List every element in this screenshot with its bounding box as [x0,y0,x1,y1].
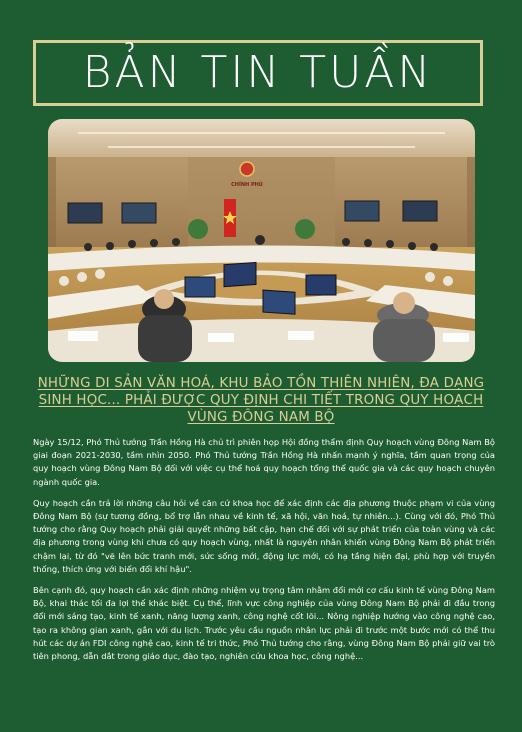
article-paragraph: Quy hoạch cần trả lời những câu hỏi về căn cứ khoa học để xác định các địa phương thuộc phạm vi của vùng Đông Nam Bộ (sự tương đồng, bổ trợ lẫn nhau về kinh tế, xã hội, văn hoá, tự nhiên...). Cùng với đó, Phó Thủ tướng cho rằng Quy hoạch phải giải quyết những bất cập, hạn chế đối với sự phát triển của toàn vùng và các địa phương trong vùng khi chưa có quy hoạch vùng, nhất là nguyên nhân khiến vùng Đông Nam Bộ phát triển chậm lại, từ đó "vẽ lên bức tranh mới, sức sống mới, động lực mới, có hạ tầng hiện đại, phù hợp với truyền thống, thích ứng với biến đổi khí hậu". [33,497,495,574]
meeting-photo [48,119,475,362]
article-paragraph: Bên cạnh đó, quy hoạch cần xác định những nhiệm vụ trọng tâm nhằm đổi mới cơ cấu kinh tế vùng Đông Nam Bộ, khai thác tối đa lợi thế khác biệt. Cụ thể, lĩnh vực công nghiệp của vùng Đông Nam Bộ phải đi đầu trong đổi mới sáng tạo, kinh tế xanh, năng lượng xanh, công nghệ cốt lõi... Nông nghiệp hướng vào công nghệ cao, tạo ra không gian xanh, gắn với du lịch. Trước yêu cầu nguồn nhân lực phải đi trước một bước mới có thể thu hút các dự án FDI công nghệ cao, kinh tế tri thức, Phó Thủ tướng cho rằng, vùng Đông Nam Bộ phải giữ vai trò tiên phong, dẫn dắt trong giáo dục, đào tạo, nghiên cứu khoa học, công nghệ... [33,585,495,662]
article-body [33,436,495,671]
emblem-text: CHÍNH PHỦ [231,182,263,188]
masthead-title: BẢN TIN TUẦN [82,47,434,98]
article-paragraph: Ngày 15/12, Phó Thủ tướng Trần Hồng Hà chủ trì phiên họp Hội đồng thẩm định Quy hoạch vùng Đông Nam Bộ giai đoạn 2021-2030, tầm nhìn 2050. Phó Thủ tướng Trần Hồng Hà nhấn mạnh ý nghĩa, tầm quan trọng của quy hoạch vùng Đông Nam Bộ đối với việc cụ thể hoá quy hoạch tổng thể quốc gia và các quy hoạch chuyên ngành quốc gia. [33,437,495,487]
masthead-frame [33,40,483,106]
article-headline: NHỮNG DI SẢN VĂN HOÁ, KHU BẢO TỒN THIÊN NHIÊN, ĐA DẠNG SINH HỌC... PHẢI ĐƯỢC QUY ĐỊNH CHI TIẾT TRONG QUY HOẠCH VÙNG ĐÔNG NAM BỘ [37,376,485,425]
